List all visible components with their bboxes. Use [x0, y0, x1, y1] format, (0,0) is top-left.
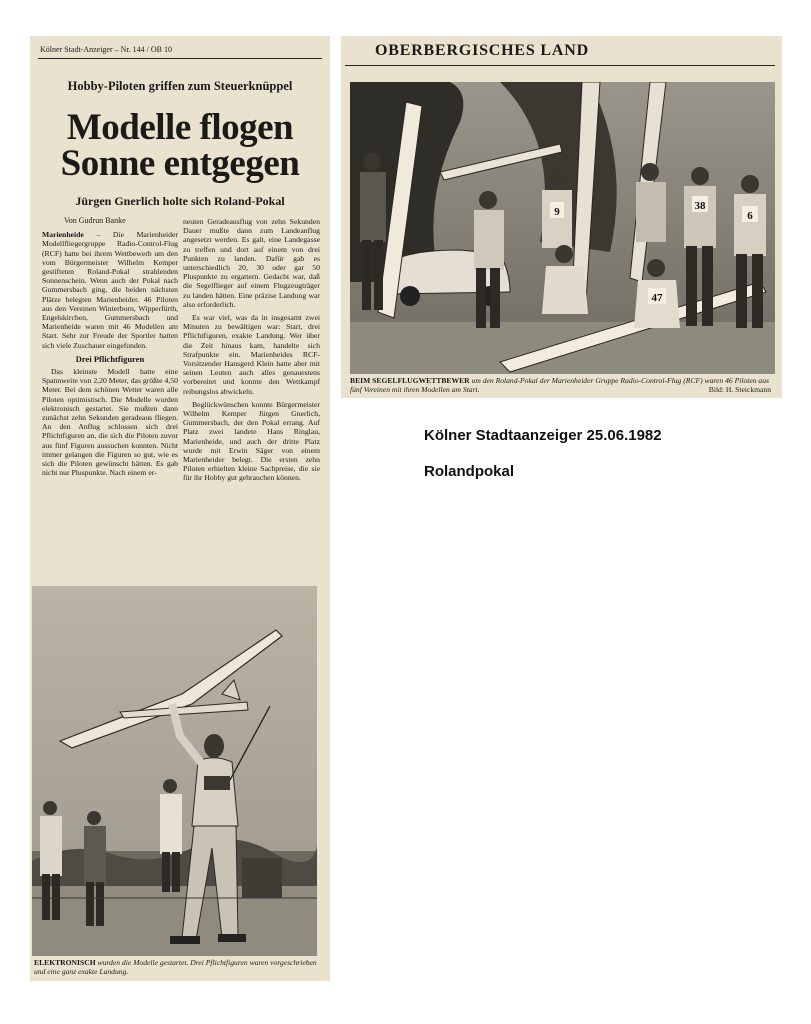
- headline-line-1: Modelle flogen: [66, 107, 294, 148]
- photo-credit: Bild: H. Steickmann: [708, 385, 771, 394]
- jersey-number-38: 38: [694, 200, 706, 212]
- group-photo: [350, 82, 775, 374]
- article-column-1: [42, 216, 178, 477]
- headline: [34, 107, 326, 184]
- header-rule: [38, 58, 322, 59]
- kicker: Hobby-Piloten griffen zum Steuerknüppel: [67, 79, 293, 93]
- col1-paragraph-2: Das kleinste Modell hatte eine Spannweite von 2,20 Meter, das größte 4,50 Meter. Bei dem schönen Wetter waren alle Piloten optimistisch. Die Modelle wurden elektronisch gestartet. Sie mußten dann zunächst zehn Sekunden geradeaus fliegen. An den Anflug schlossen sich drei Pflichtfiguren an, die sich die Piloten zuvor aus fünf Figuren aussuchen konnten. Nicht immer gelangen die Figuren so gut, wie es sich die Piloten gewünscht hätten. Es gab nicht nur Pluspunkte. Nach einem er-: [42, 367, 178, 478]
- group-caption-text: um den Roland-Pokal der Marienheider Gruppe Radio-Control-Flug (RCF) waren 46 Piloten aus fünf Vereinen mit ihren Modellen am Start.: [350, 376, 769, 394]
- col2-paragraph-1: neuten Geradeausflug von zehn Sekunden Dauer mußte dann zum Landeanflug angesetzt werden. Es galt, eine Landegasse zu treffen und dort auf einem von drei Punkten zu landen. Dafür gab es unterschiedlich 20, 30 oder gar 50 Pluspunkte zu ergattern. Gedacht war, daß die Segelflieger auf einem Flugzeugträger zu landen hätten. Eine präzise Landung war also erforderlich.: [183, 217, 320, 309]
- launch-photo-caption: [34, 958, 318, 976]
- jersey-number-47: 47: [651, 292, 663, 304]
- group-photo-caption: [350, 376, 775, 394]
- jersey-number-6: 6: [747, 210, 753, 222]
- section-rule: [345, 65, 775, 66]
- group-caption-lead: BEIM SEGELFLUGWETTBEWER: [350, 376, 470, 385]
- photo-clipping: [341, 36, 782, 398]
- launch-photo-illustration: [32, 586, 317, 956]
- article-column-2: [183, 217, 320, 483]
- section-title: OBERBERGISCHES LAND: [375, 42, 589, 59]
- dateline: Marienheide: [42, 230, 84, 240]
- launch-caption-lead: ELEKTRONISCH: [34, 958, 96, 967]
- col2-paragraph-2: Es war viel, was da in insgesamt zwei Minuten zu bewältigen war: Start, drei Pflichtfiguren, exakte Landung. Wer über die Zeit hinaus kam, handelte sich Strafpunkte ein. Marienheides RCF-Vorsitzender Hansgerd Klein hatte aber mit seinen Leuten auch alles genauestens vorbereitet und konnte den Wettkampf reibungslos abwickeln.: [183, 313, 320, 396]
- jersey-number-9: 9: [554, 206, 560, 218]
- subhead: Jürgen Gnerlich holte sich Roland-Pokal: [75, 194, 285, 208]
- source-date-note: Kölner Stadtaanzeiger 25.06.1982: [424, 427, 662, 444]
- paper-header: Kölner Stadt-Anzeiger – Nr. 144 / OB 10: [40, 45, 172, 54]
- col1-subheading: Drei Pflichtfiguren: [75, 353, 145, 364]
- article-clipping: [30, 36, 330, 981]
- group-photo-illustration: [350, 82, 775, 374]
- topic-note: Rolandpokal: [424, 463, 515, 480]
- col2-paragraph-3: Beglückwünschen konnte Bürgermeister Wilhelm Kemper Jürgen Gnerlich, Gummersbach, der den Pokal errang. Auf Platz zwei landete Hans Ringlau, Marienheide, und auch der dritte Platz wurde mit Erwin Säger von einem Marienheider belegt. Die ersten zehn Piloten erhielten kleine Sachpreise, die sie für ihr Hobby gut gebrauchen können.: [183, 399, 320, 483]
- col1-paragraph-1: – Die Marienheider Modellfliegergruppe Radio-Control-Flug (RCF) hatte bei ihrem Wettbewerb um den vom Bürgermeister Wilhelm Kemper gestifteten Roland-Pokal strahlenden Sonnenschein. Wenn auch der Pokal nach Gummersbach ging, die beiden nächsten Plätze belegten Marienheider. 46 Piloten aus den Vereinen Winterborn, Wipperfürth, Engelskirchen, Gummersbach und Marienheide waren mit 46 Modellen am Start. Sehr zur Freude der Sportler hatten sich viele Zuschauer eingefunden.: [42, 230, 178, 350]
- launch-photo: [32, 586, 317, 956]
- headline-line-2: Sonne entgegen: [60, 143, 300, 184]
- byline: Von Gudrun Banke: [64, 216, 126, 225]
- launch-caption-text: wurden die Modelle gestartet. Drei Pflichtfiguren waren vorgeschrieben und eine ganz exakte Landung.: [34, 958, 317, 976]
